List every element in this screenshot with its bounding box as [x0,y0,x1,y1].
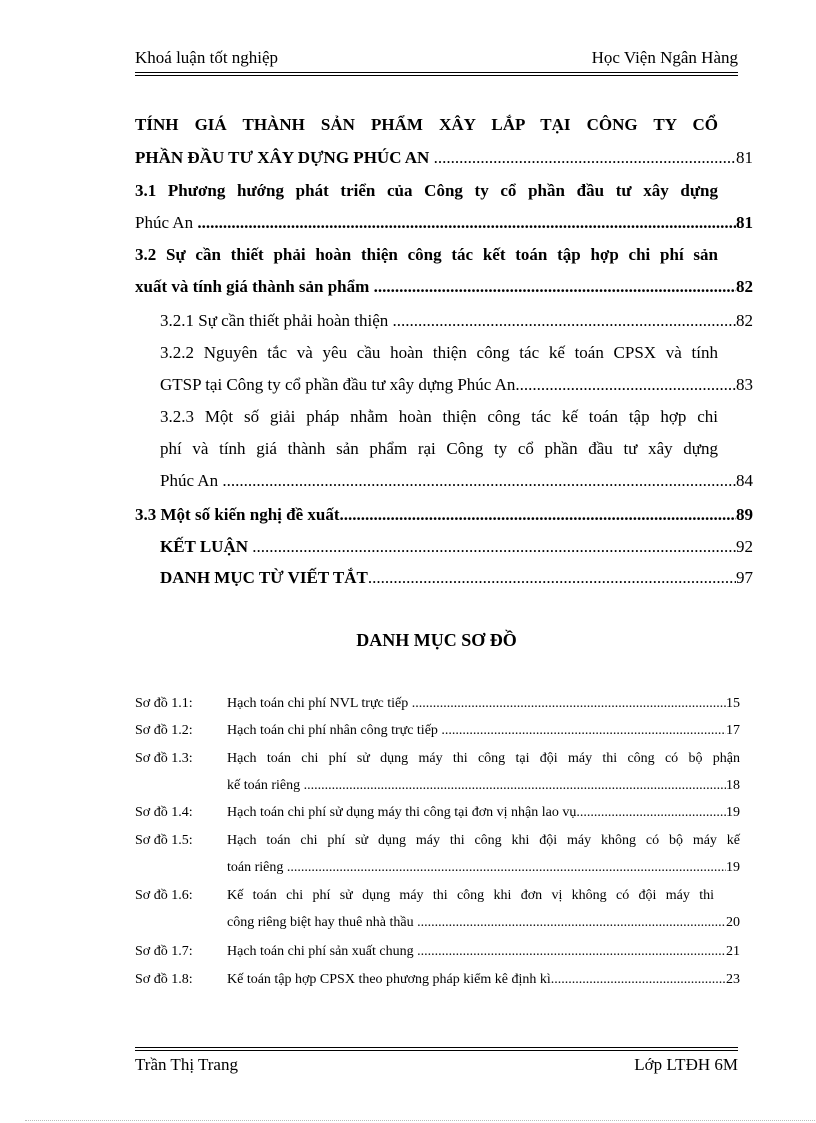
toc-danhmuc [160,567,753,589]
diagram-label: Sơ đồ 1.2: [135,723,193,738]
diagram-text: Hạch toán chi phí nhân công trực tiếp [227,723,438,738]
diagram-text: Kế toán tập hợp CPSX theo phương pháp kiểm kê định kì [227,972,551,987]
diagram-label: Sơ đồ 1.3: [135,751,193,766]
leader-dots [417,943,726,961]
diagram-item-5 [135,832,740,878]
diagram-label: Sơ đồ 1.4: [135,805,193,820]
header-right: Học Viện Ngân Hàng [591,48,738,67]
toc-page: 92 [736,537,753,556]
leader-dots [434,147,736,169]
toc-page: 89 [736,505,753,524]
toc-danhmuc-text: DANH MỤC TỪ VIẾT TẮT [160,568,368,587]
leader-dots [393,310,736,332]
diagram-item-2 [135,722,740,742]
toc-s31-text: Phúc An [135,213,194,232]
leader-dots [441,722,726,740]
toc-s322-line1: 3.2.2 Nguyên tắc và yêu cầu hoàn thiện công tác kế toán CPSX và tính [160,343,718,362]
toc-page: 82 [736,311,753,330]
toc-page: 81 [736,213,753,232]
leader-dots [576,804,726,822]
footer-left: Trần Thị Trang [135,1055,238,1074]
diagram-label: Sơ đồ 1.7: [135,944,193,959]
leader-dots [197,212,736,234]
toc-s323-line2: phí và tính giá thành sản phẩm rại Công ty cổ phần đầu tư xây dựng [160,439,718,458]
diagram-item-8 [135,971,740,991]
diagram-label: Sơ đồ 1.1: [135,696,193,711]
diagram-item-3 [135,750,740,796]
diagram-page: 21 [726,944,740,959]
leader-dots [412,695,726,713]
diagram-text: Kế toán chi phí sử dụng máy thi công khi đơn vị không có đội máy thi [227,888,714,903]
diagram-text: Hạch toán chi phí sử dụng máy thi công tại đơn vị nhận lao vụ [227,805,577,820]
toc-s33-text: 3.3 Một số kiến nghị đề xuất [135,505,340,524]
leader-dots [340,504,737,526]
header-left: Khoá luận tốt nghiệp [135,48,279,67]
page-edge-dots [25,1120,815,1121]
diagram-text: Hạch toán chi phí sử dụng máy thi công khi đội máy không có bộ máy kế [227,833,740,848]
page-header [135,48,738,70]
diagram-page: 20 [726,915,740,930]
toc-s31-line2 [135,212,753,234]
toc-page: 83 [736,375,753,394]
leader-dots [304,777,726,795]
diagram-page: 19 [726,860,740,875]
diagram-item-6 [135,887,740,933]
diagram-page: 17 [726,723,740,738]
toc-chapter3-text: PHẦN ĐẦU TƯ XÂY DỰNG PHÚC AN [135,148,430,167]
diagram-text-2: toán riêng [227,860,284,875]
toc-s33 [135,504,753,526]
toc-s321-text: 3.2.1 Sự cần thiết phải hoàn thiện [160,311,389,330]
toc-s32-line1: 3.2 Sự cần thiết phải hoàn thiện công tác kết toán tập hợp chi phí sản [135,245,718,264]
toc-page: 81 [736,148,753,167]
leader-dots [515,374,736,396]
leader-dots [374,276,736,298]
diagram-page: 15 [726,696,740,711]
diagram-text-2: kế toán riêng [227,778,301,793]
diagram-text-2: công riêng biệt hay thuê nhà thầu [227,915,414,930]
diagram-text: Hạch toán chi phí NVL trực tiếp [227,696,409,711]
toc-s323-text: Phúc An [160,471,219,490]
leader-dots [252,536,736,558]
diagram-item-7 [135,943,740,963]
leader-dots [222,470,736,492]
diagram-page: 23 [726,972,740,987]
toc-s322-text: GTSP tại Công ty cổ phần đầu tư xây dựng Phúc An [160,375,516,394]
toc-s32-line2 [135,276,753,298]
diagram-label: Sơ đồ 1.6: [135,888,193,903]
leader-dots [287,859,726,877]
page-footer [135,1055,738,1077]
toc-chapter3-line2 [135,147,753,169]
diagram-item-4 [135,804,740,824]
toc-ketluan [160,536,753,558]
leader-dots [417,914,726,932]
toc-page: 82 [736,277,753,296]
diagram-page: 19 [726,805,740,820]
diagram-label: Sơ đồ 1.5: [135,833,193,848]
diagram-text: Hạch toán chi phí sử dụng máy thi công tại đội máy thi công có bộ phận [227,751,740,766]
toc-page: 84 [736,471,753,490]
toc-s323-line3 [160,470,753,492]
leader-dots [368,567,736,589]
diagram-page: 18 [726,778,740,793]
toc-s321 [160,310,753,332]
leader-dots [551,971,726,989]
toc-s31-line1: 3.1 Phương hướng phát triển của Công ty cổ phần đầu tư xây dựng [135,181,718,200]
footer-rule [135,1047,738,1051]
diagram-text: Hạch toán chi phí sản xuất chung [227,944,414,959]
toc-chapter3-line1: TÍNH GIÁ THÀNH SẢN PHẨM XÂY LẮP TẠI CÔNG TY CỔ [135,115,718,134]
diagram-item-1 [135,695,740,715]
footer-right: Lớp LTĐH 6M [634,1055,738,1074]
toc-s32-text: xuất và tính giá thành sản phẩm [135,277,370,296]
diagram-list-title: DANH MỤC SƠ ĐỒ [356,630,517,650]
toc-s322-line2 [160,374,753,396]
header-rule [135,72,738,76]
toc-ketluan-text: KẾT LUẬN [160,537,249,556]
toc-s323-line1: 3.2.3 Một số giải pháp nhằm hoàn thiện công tác kế toán tập hợp chi [160,407,718,426]
toc-page: 97 [736,568,753,587]
diagram-label: Sơ đồ 1.8: [135,972,193,987]
